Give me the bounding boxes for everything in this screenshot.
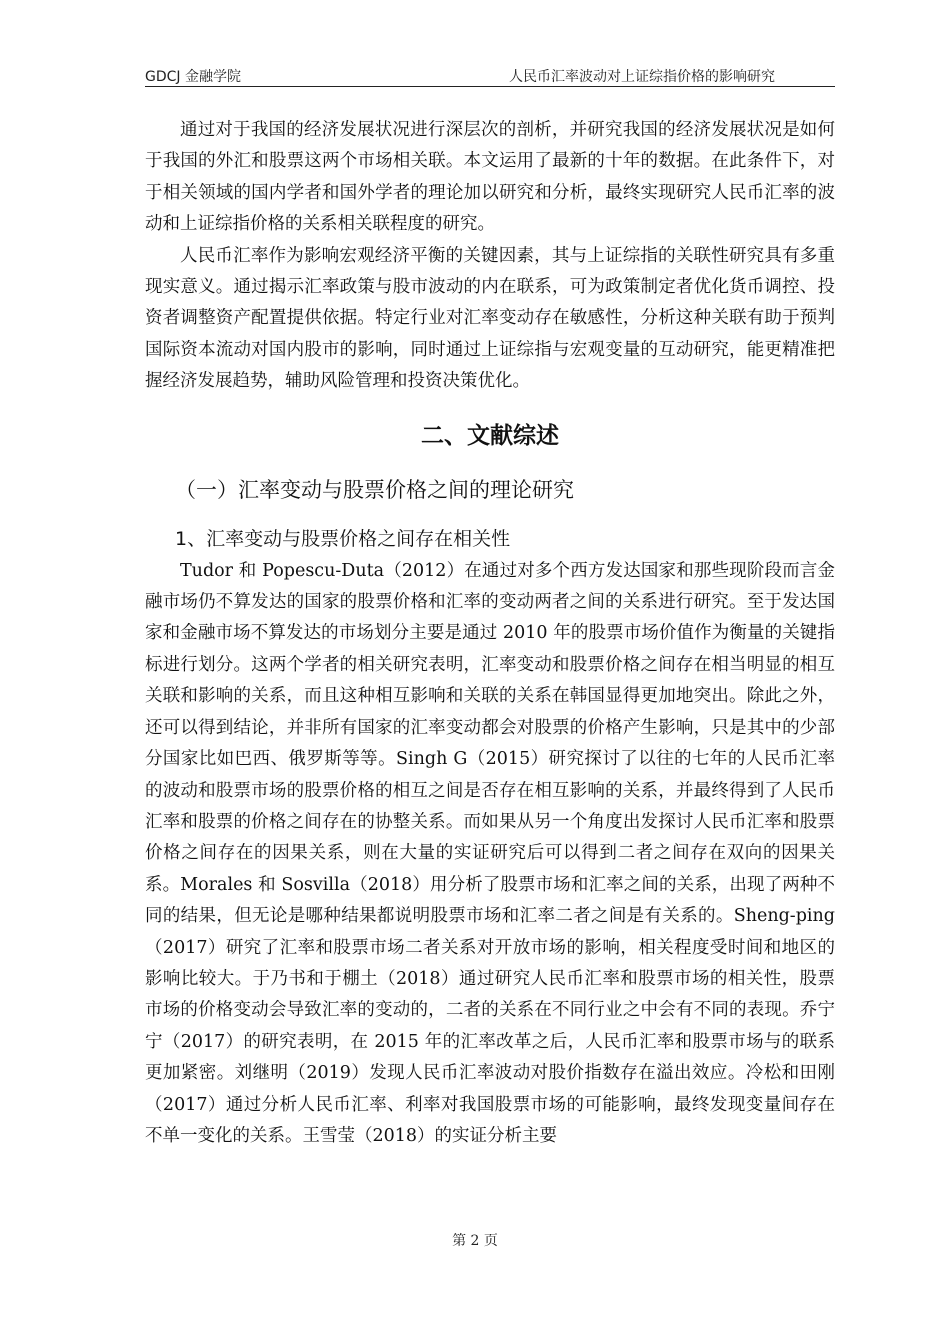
intro-paragraph-2: 人民币汇率作为影响宏观经济平衡的关键因素，其与上证综指的关联性研究具有多重现实意义。通过揭示汇率政策与股市波动的内在联系，可为政策制定者优化货币调控、投资者调整资产配置提供依据。特定行业对汇率变动存在敏感性，分析这种关联有助于预判国际资本流动对国内股市的影响，同时通过上证综指与宏观变量的互动研究，能更精准把握经济发展趋势，辅助风险管理和投资决策优化。: [145, 245, 835, 392]
subsection-heading: （一）汇率变动与股票价格之间的理论研究: [175, 477, 574, 502]
subsubsection-heading: 1、汇率变动与股票价格之间存在相关性: [175, 527, 511, 550]
page-number: 第 2 页: [452, 1233, 498, 1249]
section-heading: 二、文献综述: [421, 422, 559, 449]
header-title: 人民币汇率波动对上证综指价格的影响研究: [509, 69, 775, 85]
header-left-text: GDCJ 金融学院: [145, 69, 241, 85]
page-header: [145, 66, 835, 88]
header-rule: [145, 86, 835, 87]
literature-paragraph: Tudor 和 Popescu-Duta（2012）在通过对多个西方发达国家和那些现阶段而言金融市场仍不算发达的国家的股票价格和汇率的变动两者之间的关系进行研究。至于发达国家和金融市场不算发达的市场划分主要是通过 2010 年的股票市场价值作为衡量的关键指标进行划分。这两个学者的相关研究表明，汇率变动和股票价格之间存在相当明显的相互关联和影响的关系，而且这种相互影响和关联的关系在韩国显得更加地突出。除此之外，还可以得到结论，并非所有国家的汇率变动都会对股票的价格产生影响，只是其中的少部分国家比如巴西、俄罗斯等等。Singh G（2015）研究探讨了以往的七年的人民币汇率的波动和股票市场的股票价格的相互之间是否存在相互影响的关系，并最终得到了人民币汇率和股票的价格之间存在的协整关系。而如果从另一个角度出发探讨人民币汇率和股票价格之间存在的因果关系，则在大量的实证研究后可以得到二者之间存在双向的因果关系。Morales 和 Sosvilla（2018）用分析了股票市场和汇率之间的关系，出现了两种不同的结果，但无论是哪种结果都说明股票市场和汇率二者之间是有关系的。Sheng-ping（2017）研究了汇率和股票市场二者关系对开放市场的影响，相关程度受时间和地区的影响比较大。于乃书和于棚土（2018）通过研究人民币汇率和股票市场的相关性，股票市场的价格变动会导致汇率的变动的，二者的关系在不同行业之中会有不同的表现。乔宁宁（2017）的研究表明，在 2015 年的汇率改革之后，人民币汇率和股票市场与的联系更加紧密。刘继明（2019）发现人民币汇率波动对股价指数存在溢出效应。冷松和田刚（2017）通过分析人民币汇率、利率对我国股票市场的可能影响，最终发现变量间存在不单一变化的关系。王雪莹（2018）的实证分析主要: [145, 560, 835, 1146]
page-body: [145, 115, 835, 1152]
intro-paragraph-1: 通过对于我国的经济发展状况进行深层次的剖析，并研究我国的经济发展状况是如何于我国的外汇和股票这两个市场相关联。本文运用了最新的十年的数据。在此条件下，对于相关领域的国内学者和国外学者的理论加以研究和分析，最终实现研究人民币汇率的波动和上证综指价格的关系相关联程度的研究。: [145, 120, 835, 235]
